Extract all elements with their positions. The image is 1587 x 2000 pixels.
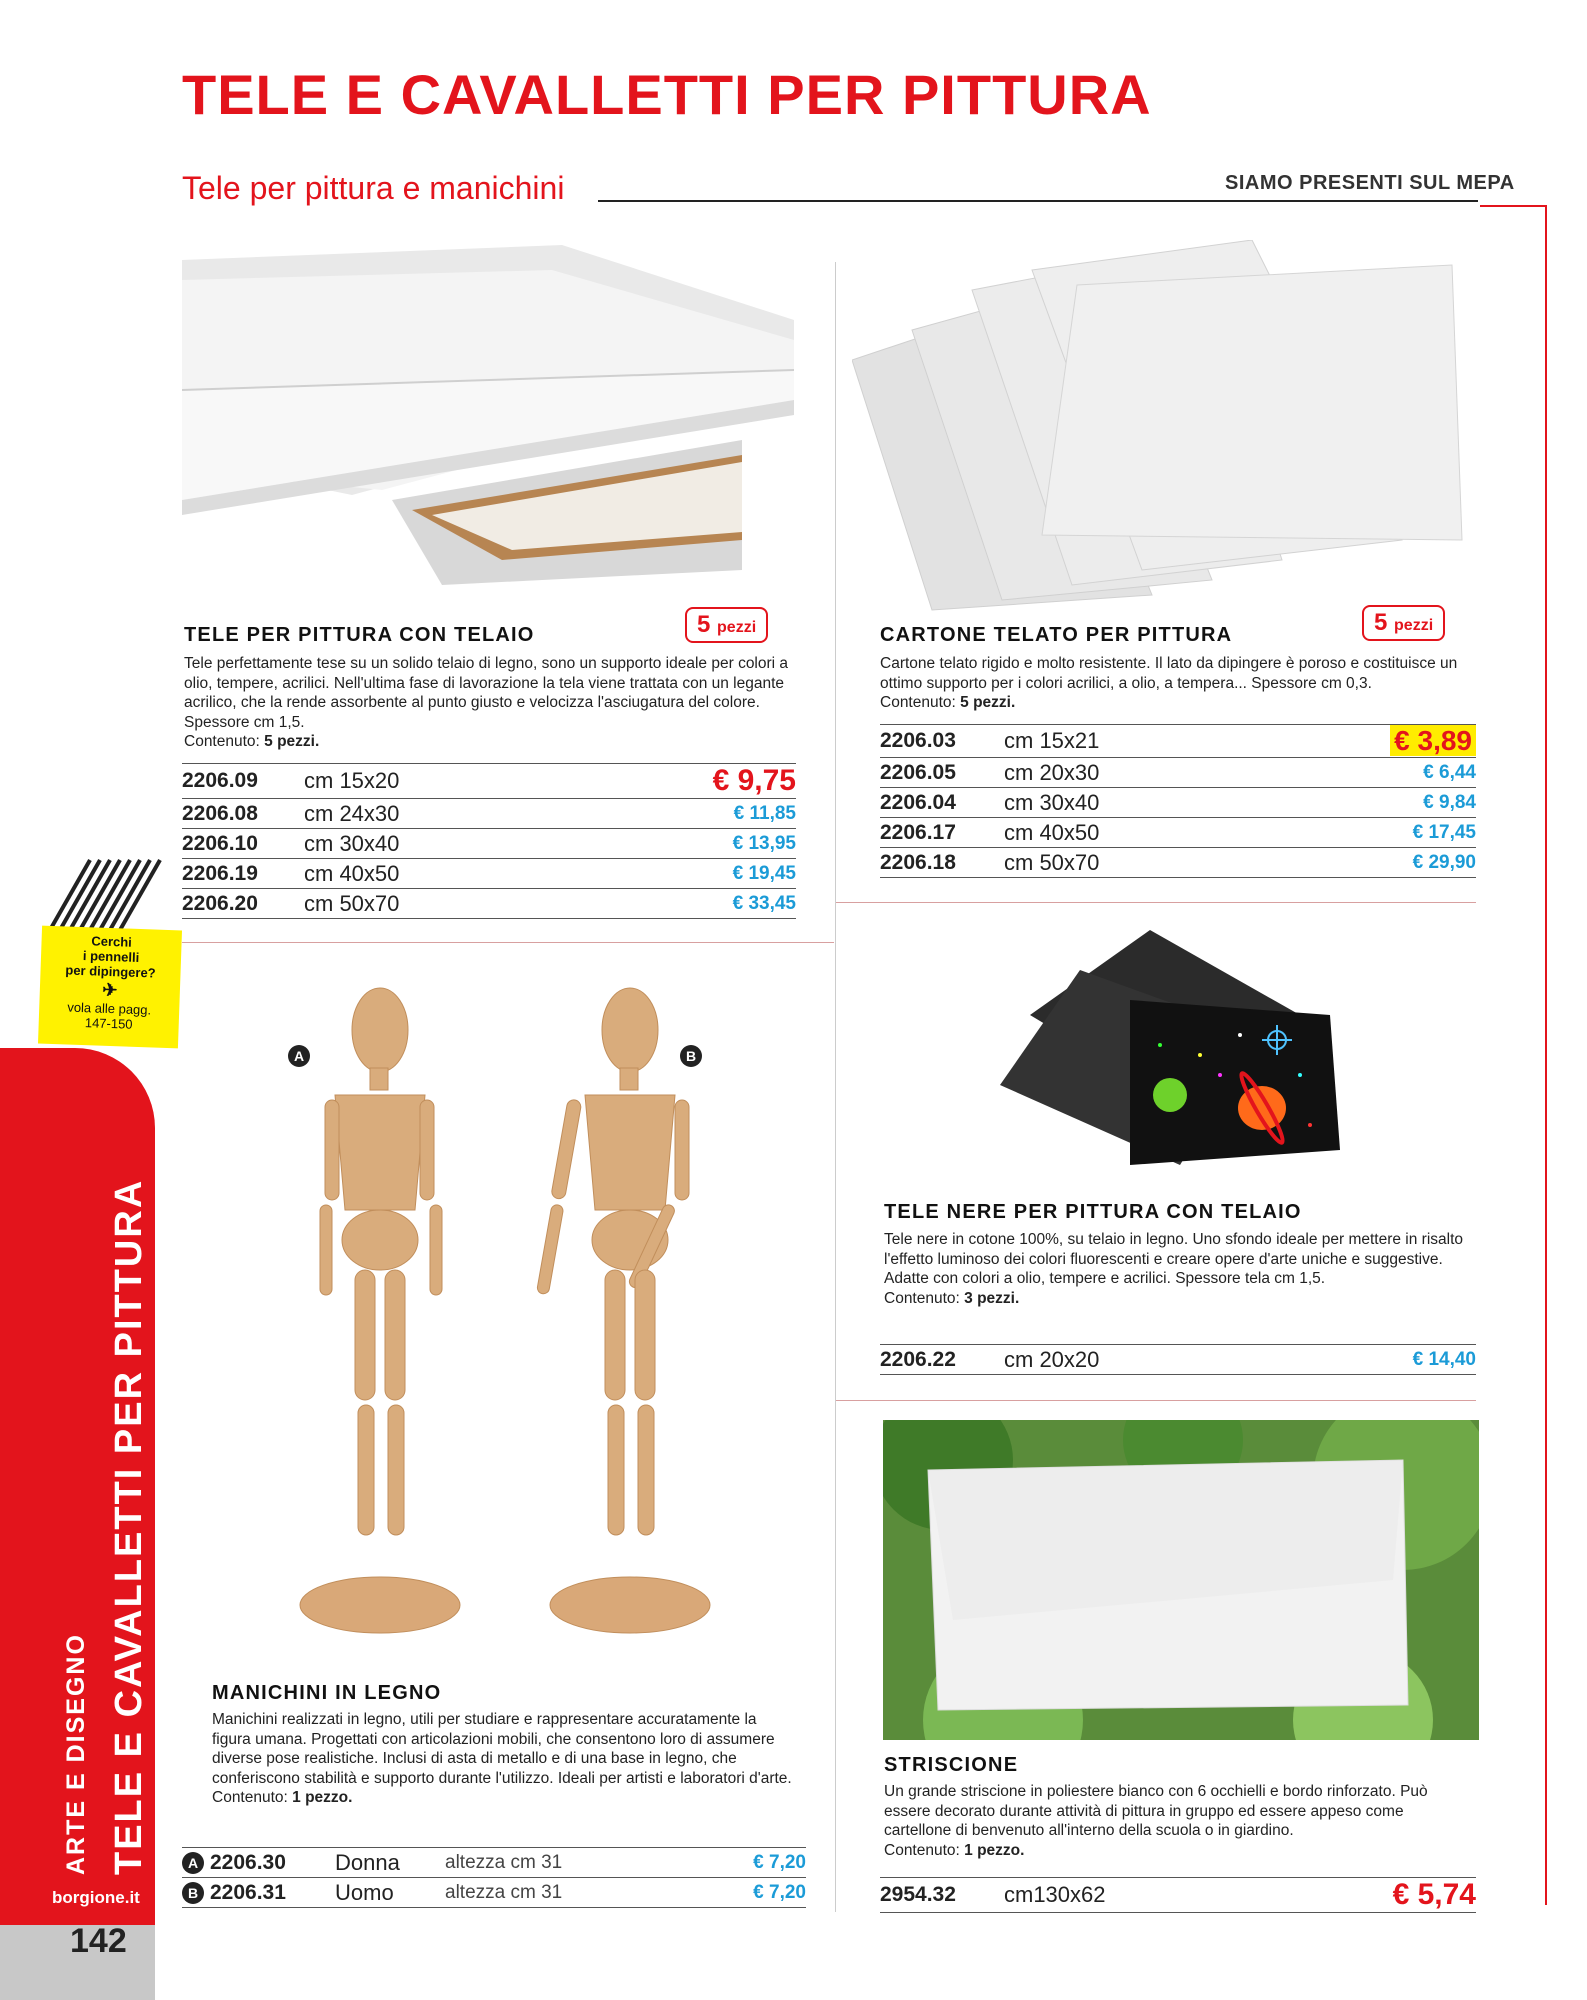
product-title: STRISCIONE [884, 1754, 1019, 1776]
product-code: 2954.32 [880, 1878, 1004, 1913]
frame-right-line [1545, 205, 1547, 1905]
pieces-badge [1362, 605, 1445, 641]
product-size: cm 40x50 [304, 859, 566, 889]
page-title: TELE E CAVALLETTI PER PITTURA [182, 63, 1152, 126]
content-value: 5 pezzi. [264, 733, 320, 750]
product-code: 2206.22 [880, 1345, 1004, 1375]
product-title: MANICHINI IN LEGNO [212, 1682, 442, 1704]
table-row [880, 758, 1476, 788]
table-row [182, 764, 796, 799]
product-code: 2206.18 [880, 848, 1004, 878]
price-table [880, 1344, 1476, 1375]
table-row [182, 1878, 806, 1908]
note-line: vola alle pagg. [67, 999, 152, 1018]
product-code: 2206.03 [880, 725, 1004, 758]
note-line: per dipingere? [65, 962, 156, 981]
section-label: TELE E CAVALLETTI PER PITTURA [108, 1178, 150, 1875]
product-price: € 17,45 [1252, 818, 1476, 848]
content-value: 1 pezzo. [292, 1789, 353, 1806]
brushes-note [38, 926, 182, 1049]
product-price: € 7,20 [694, 1878, 806, 1908]
mannequin-name: Uomo [335, 1878, 445, 1908]
product-size: cm 30x40 [304, 829, 566, 859]
product-price: € 9,75 [566, 764, 796, 799]
note-line: i pennelli [82, 948, 140, 965]
table-row [182, 829, 796, 859]
product-code: 2206.20 [182, 889, 304, 919]
product-price: € 19,45 [566, 859, 796, 889]
section-subtitle: Tele per pittura e manichini [182, 170, 565, 206]
mepa-label: SIAMO PRESENTI SUL MEPA [1225, 172, 1515, 194]
product-code: 2206.30 [210, 1848, 335, 1878]
content-value: 3 pezzi. [964, 1289, 1020, 1307]
label-b-marker: B [182, 1882, 204, 1904]
column-divider [835, 262, 836, 1912]
product-price: € 13,95 [566, 829, 796, 859]
product-description [884, 1230, 1474, 1308]
frame-top-line [1480, 205, 1546, 207]
product-code: 2206.31 [210, 1878, 335, 1908]
table-row [182, 1848, 806, 1878]
product-price: € 11,85 [566, 799, 796, 829]
table-row [182, 799, 796, 829]
content-value: 5 pezzi. [960, 694, 1016, 711]
table-row [880, 788, 1476, 818]
website: borgione.it [52, 1888, 140, 1907]
product-title: TELE PER PITTURA CON TELAIO [184, 624, 535, 646]
banner-image [883, 1420, 1479, 1740]
content-label: Contenuto: [884, 1841, 960, 1859]
table-row [880, 818, 1476, 848]
product-title: CARTONE TELATO PER PITTURA [880, 624, 1233, 646]
product-size: cm 50x70 [1004, 848, 1252, 878]
note-line: Cerchi [91, 933, 133, 950]
badge-word: pezzi [1394, 617, 1434, 634]
product-code: 2206.09 [182, 764, 304, 799]
product-size: cm130x62 [1004, 1878, 1263, 1913]
canvas-board-image [852, 240, 1472, 612]
product-size: cm 15x21 [1004, 725, 1252, 758]
price-table [880, 1877, 1476, 1913]
side-tab-section [108, 1179, 151, 1875]
canvas-image [182, 240, 794, 585]
section-divider [182, 942, 834, 943]
product-size: cm 40x50 [1004, 818, 1252, 848]
page-number: 142 [70, 1922, 127, 1960]
content-label: Contenuto: [880, 694, 956, 711]
product-price: € 5,74 [1263, 1878, 1476, 1913]
description-text: Un grande striscione in poliestere bianco con 6 occhielli e bordo rinforzato. Può essere decorato durante attività di pittura in gruppo ed essere appeso come cartellone di benvenuto all'interno della scuola o in giardino. [884, 1783, 1428, 1839]
product-code: 2206.19 [182, 859, 304, 889]
product-price: € 29,90 [1252, 848, 1476, 878]
table-row [880, 1345, 1476, 1375]
product-size: cm 20x20 [1004, 1345, 1288, 1375]
description-text: Tele perfettamente tese su un solido telaio di legno, sono un supporto ideale per colori a olio, tempere, acrilici. Nell'ultima fase di lavorazione la tela viene trattata con un legante acrilico, che la rende assorbente al punto giusto e velocizza l'asciugatura del colore. Spessore cm 1,5. [184, 655, 789, 731]
product-size: cm 20x30 [1004, 758, 1252, 788]
product-price: € 33,45 [566, 889, 796, 919]
product-code: 2206.17 [880, 818, 1004, 848]
price-table [182, 1847, 806, 1908]
content-label: Contenuto: [884, 1289, 960, 1307]
product-description [184, 654, 796, 752]
product-code: 2206.05 [880, 758, 1004, 788]
product-code: 2206.08 [182, 799, 304, 829]
label-a-marker: A [288, 1045, 310, 1067]
price-table [182, 763, 796, 919]
category-label: ARTE E DISEGNO [62, 1633, 90, 1875]
product-size: cm 50x70 [304, 889, 566, 919]
table-row [182, 859, 796, 889]
mannequin-height: altezza cm 31 [445, 1848, 694, 1878]
description-text: Tele nere in cotone 100%, su telaio in legno. Uno sfondo ideale per mettere in risalto l'effetto luminoso dei colori fluorescenti e creare opere d'arte uniche e suggestive. Adatte con colori a olio, tempere e acrilici. Spessore tela cm 1,5. [884, 1231, 1464, 1287]
pieces-badge [685, 607, 768, 643]
product-code: 2206.04 [880, 788, 1004, 818]
product-description [884, 1782, 1474, 1860]
mannequin-height: altezza cm 31 [445, 1878, 694, 1908]
product-description [880, 654, 1474, 713]
product-price: € 9,84 [1252, 788, 1476, 818]
section-divider [836, 1400, 1476, 1401]
product-code: 2206.10 [182, 829, 304, 859]
description-text: Manichini realizzati in legno, utili per studiare e rappresentare accuratamente la figura umana. Progettati con articolazioni mobili, che consentono loro di assumere diverse pose realistiche. Inclusi di asta di metallo e di una base in legno, che conferiscono stabilità e supporto durante l'utilizzo. Ideali per artisti e laboratori d'arte. [212, 1711, 792, 1787]
badge-word: pezzi [717, 619, 757, 636]
product-size: cm 15x20 [304, 764, 566, 799]
mannequin-name: Donna [335, 1848, 445, 1878]
black-canvas-image [1000, 925, 1360, 1175]
mannequin-image [270, 960, 750, 1650]
product-price: € 7,20 [694, 1848, 806, 1878]
description-text: Cartone telato rigido e molto resistente. Il lato da dipingere è poroso e costituisce un ottimo supporto per i colori acrilici, a olio, a tempera... Spessore cm 0,3. [880, 655, 1458, 692]
product-price: € 3,89 [1390, 725, 1476, 756]
product-description [212, 1710, 797, 1808]
section-divider [836, 902, 1476, 903]
content-label: Contenuto: [212, 1789, 288, 1806]
subtitle-rule [598, 200, 1478, 202]
label-a-marker: A [182, 1852, 204, 1874]
product-title: TELE NERE PER PITTURA CON TELAIO [884, 1201, 1302, 1223]
table-row [182, 889, 796, 919]
product-size: cm 24x30 [304, 799, 566, 829]
table-row [880, 1878, 1476, 1913]
product-size: cm 30x40 [1004, 788, 1252, 818]
content-label: Contenuto: [184, 733, 260, 750]
brushes-icon [40, 855, 170, 935]
label-b-marker: B [680, 1045, 702, 1067]
table-row [880, 725, 1476, 758]
price-table [880, 724, 1476, 878]
paper-plane-icon: ✈ [102, 979, 118, 1001]
table-row [880, 848, 1476, 878]
content-value: 1 pezzo. [964, 1841, 1025, 1859]
badge-number: 5 [1374, 609, 1388, 636]
product-price: € 6,44 [1252, 758, 1476, 788]
product-price: € 14,40 [1288, 1345, 1476, 1375]
note-line: 147-150 [84, 1015, 133, 1032]
badge-number: 5 [697, 611, 711, 638]
side-tab-label [62, 1633, 91, 1875]
